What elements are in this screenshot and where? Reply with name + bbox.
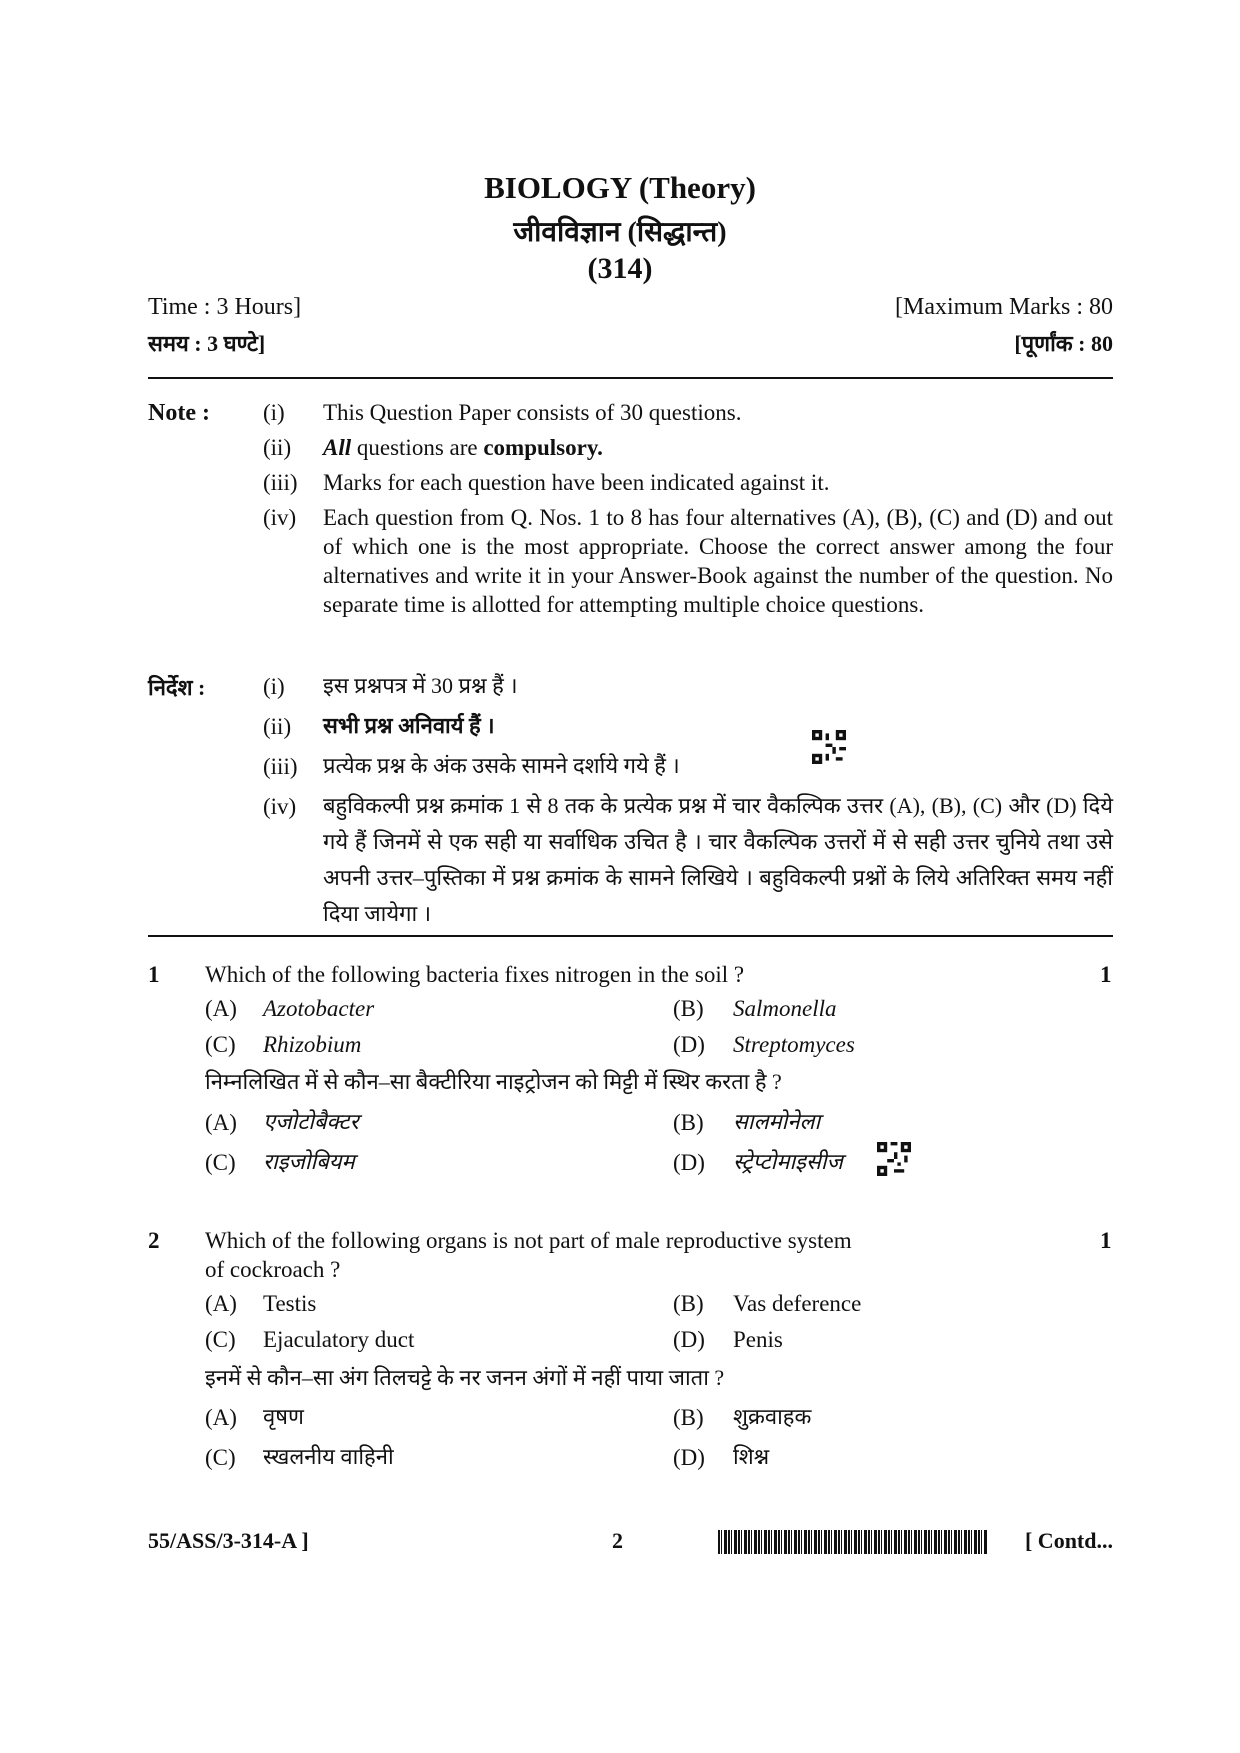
note-fragment: questions are xyxy=(351,435,484,460)
question-marks: 1 xyxy=(1100,1228,1112,1253)
option-text-hindi: सालमोनेला xyxy=(733,1109,821,1134)
note-emphasis: All xyxy=(323,435,352,460)
option-text: Rhizobium xyxy=(263,1032,362,1057)
option-text: Ejaculatory duct xyxy=(263,1327,415,1352)
option-label: (C) xyxy=(205,1327,236,1352)
option-text-hindi: शुक्रवाहक xyxy=(733,1404,812,1429)
question-number: 2 xyxy=(148,1228,160,1253)
page-number: 2 xyxy=(612,1528,623,1553)
qr-code-icon xyxy=(812,730,846,764)
note-label-hindi: निर्देश : xyxy=(148,675,206,700)
question-number: 1 xyxy=(148,962,160,987)
max-marks-english: [Maximum Marks : 80 xyxy=(895,294,1113,320)
note-num: (ii) xyxy=(263,714,292,739)
time-hindi: समय : 3 घण्टे] xyxy=(148,331,266,356)
note-num: (i) xyxy=(263,400,285,425)
option-label: (D) xyxy=(673,1445,705,1470)
note-text-hindi: इस प्रश्नपत्र में 30 प्रश्न हैं । xyxy=(323,673,518,698)
option-text: Vas deference xyxy=(733,1291,862,1316)
option-label: (A) xyxy=(205,1110,237,1135)
note-num: (ii) xyxy=(263,435,292,460)
option-label: (C) xyxy=(205,1032,236,1057)
question-text: Which of the following organs is not part of male reproductive system xyxy=(205,1228,852,1253)
option-text-hindi: राइजोबियम xyxy=(263,1149,355,1174)
option-label: (D) xyxy=(673,1032,705,1057)
note-num: (iv) xyxy=(263,505,297,530)
question-marks: 1 xyxy=(1100,962,1112,987)
paper-title-hindi: जीवविज्ञान (सिद्धान्त) xyxy=(513,217,727,248)
option-text-hindi: एजोटोबैक्टर xyxy=(263,1109,359,1134)
option-label: (B) xyxy=(673,1405,704,1430)
option-label: (B) xyxy=(673,1291,704,1316)
note-num: (iii) xyxy=(263,754,298,779)
option-label: (D) xyxy=(673,1327,705,1352)
barcode-icon xyxy=(718,1530,988,1554)
option-label: (C) xyxy=(205,1150,236,1175)
note-num: (iv) xyxy=(263,794,297,819)
time-english: Time : 3 Hours] xyxy=(148,294,302,320)
max-marks-hindi: [पूर्णांक : 80 xyxy=(1014,331,1113,356)
note-text-hindi: प्रत्येक प्रश्न के अंक उसके सामने दर्शाये गये हैं । xyxy=(323,753,680,778)
note-num: (iii) xyxy=(263,470,298,495)
option-label: (B) xyxy=(673,996,704,1021)
question-text-hindi: निम्नलिखित में से कौन–सा बैक्टीरिया नाइट्रोजन को मिट्टी में स्थिर करता है ? xyxy=(205,1069,782,1094)
option-text: Streptomyces xyxy=(733,1032,855,1057)
option-label: (B) xyxy=(673,1110,704,1135)
note-label: Note : xyxy=(148,400,210,426)
option-text: Salmonella xyxy=(733,996,837,1021)
option-text-hindi: स्ट्रेप्टोमाइसीज xyxy=(733,1149,843,1174)
option-text: Penis xyxy=(733,1327,783,1352)
option-text-hindi: वृषण xyxy=(263,1404,304,1429)
question-text: Which of the following bacteria fixes nitrogen in the soil ? xyxy=(205,962,745,987)
option-label: (A) xyxy=(205,1291,237,1316)
note-strong: compulsory. xyxy=(483,435,603,460)
header-divider xyxy=(148,377,1113,379)
note-text: This Question Paper consists of 30 questions. xyxy=(323,400,742,425)
option-text-hindi: स्खलनीय वाहिनी xyxy=(263,1444,394,1469)
note-num: (i) xyxy=(263,674,285,699)
note-text xyxy=(323,433,1113,462)
notes-divider xyxy=(148,935,1113,937)
note-text-hindi: बहुविकल्पी प्रश्न क्रमांक 1 से 8 तक के प्रत्येक प्रश्न में चार वैकल्पिक उत्तर (A), (B), (C) और (D) दिये गये हैं जिनमें से एक सही या सर्वाधिक उचित है । चार वैकल्पिक उत्तरों में से सही उत्तर चुनिये तथा उसे अपनी उत्तर–पुस्तिका में प्रश्न क्रमांक के सामने लिखिये । बहुविकल्पी प्रश्नों के लिये अतिरिक्त समय नहीं दिया जायेगा । xyxy=(323,793,1113,926)
question-text: of cockroach ? xyxy=(205,1257,341,1282)
option-text: Testis xyxy=(263,1291,317,1316)
option-text-hindi: शिश्न xyxy=(733,1444,770,1469)
option-label: (D) xyxy=(673,1150,705,1175)
option-label: (A) xyxy=(205,996,237,1021)
option-label: (A) xyxy=(205,1405,237,1430)
paper-code: 55/ASS/3-314-A ] xyxy=(148,1528,309,1553)
option-text: Azotobacter xyxy=(263,996,375,1021)
note-text: Marks for each question have been indicated against it. xyxy=(323,470,830,495)
question-text-hindi: इनमें से कौन–सा अंग तिलचट्टे के नर जनन अंगों में नहीं पाया जाता ? xyxy=(205,1365,725,1390)
note-text: Each question from Q. Nos. 1 to 8 has four alternatives (A), (B), (C) and (D) and out of which one is the most appropriate. Choose the correct answer among the four alternatives and write it in your Answer-Book against the number of the question. No separate time is allotted for attempting multiple choice questions. xyxy=(323,505,1113,617)
note-text-hindi: सभी प्रश्न अनिवार्य हैं । xyxy=(323,713,495,738)
paper-title: BIOLOGY (Theory) xyxy=(484,170,756,205)
continued-label: [ Contd... xyxy=(1024,1528,1113,1553)
qr-code-icon xyxy=(877,1142,911,1176)
subject-code: (314) xyxy=(587,252,653,285)
option-label: (C) xyxy=(205,1445,236,1470)
